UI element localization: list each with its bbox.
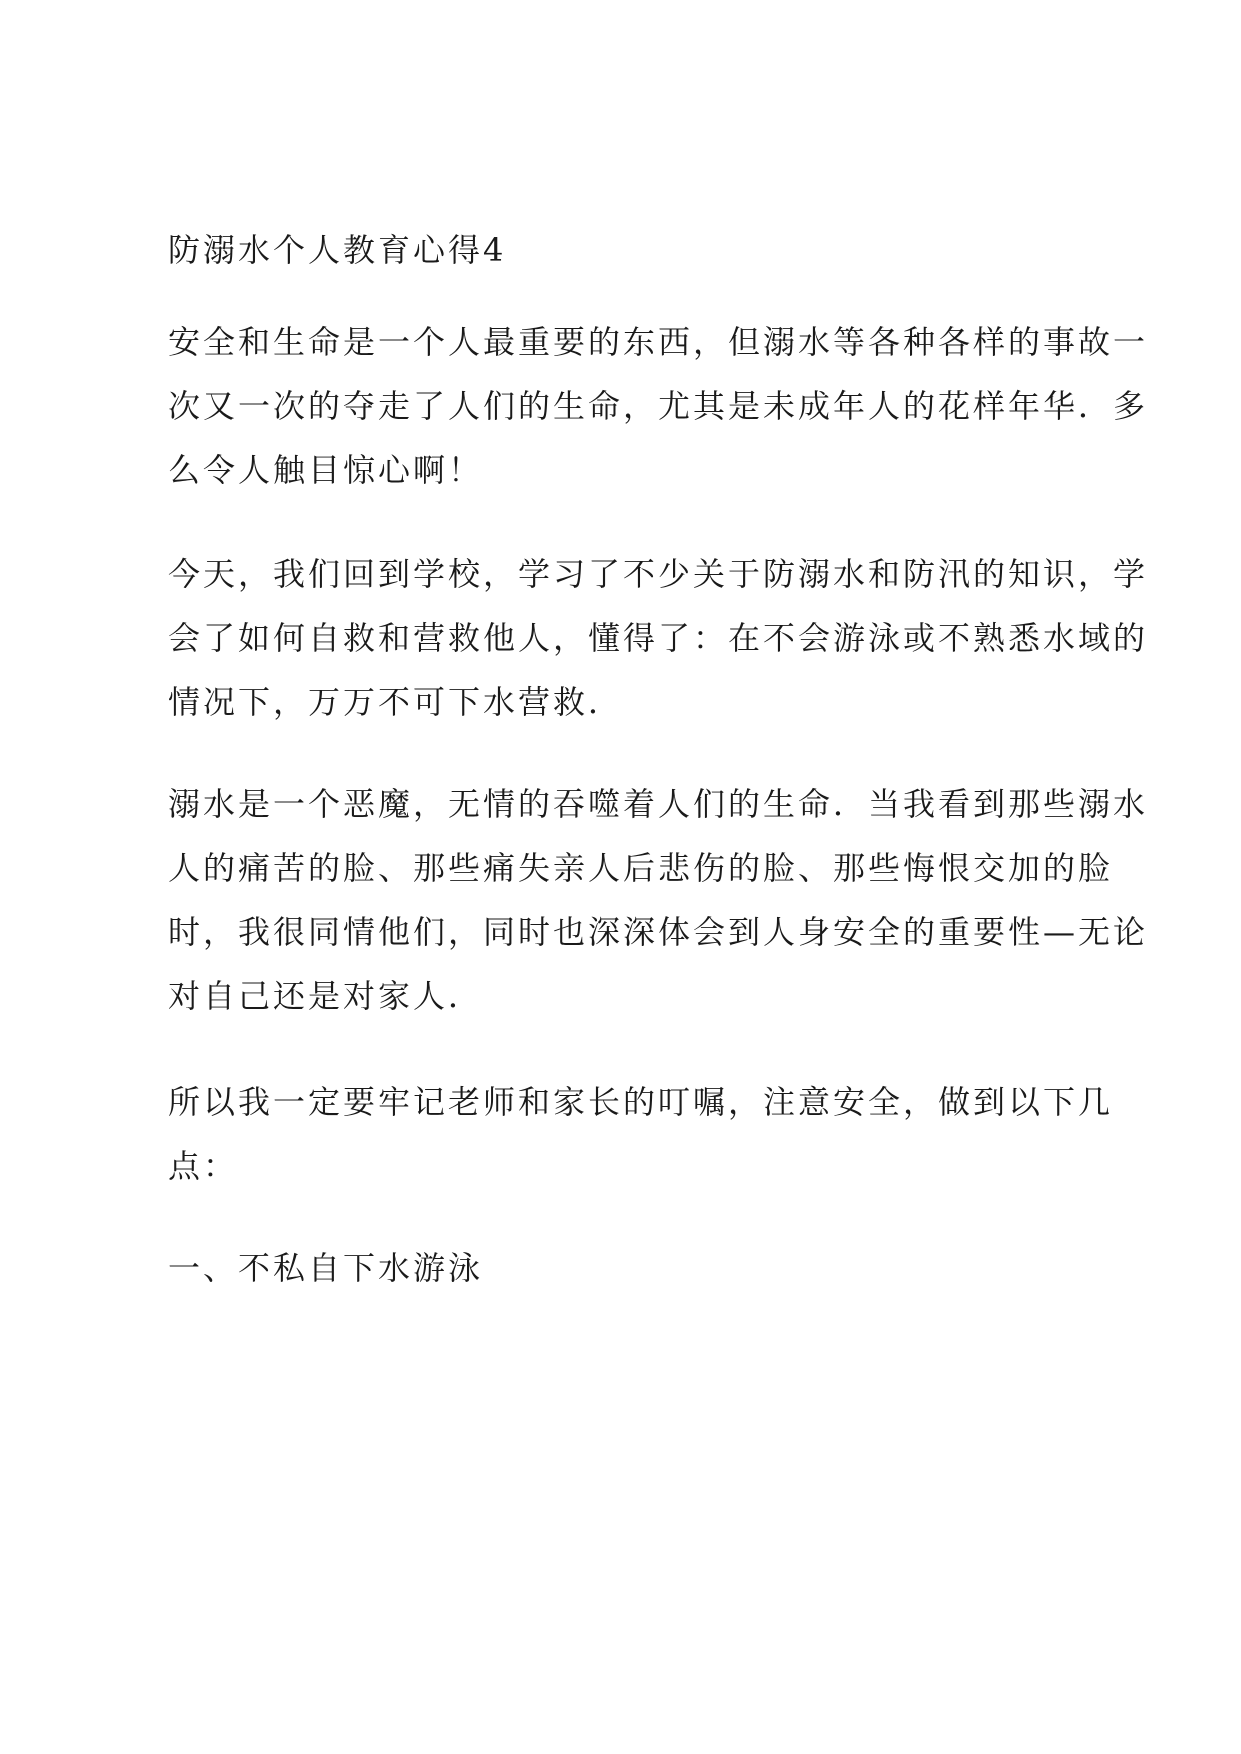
paragraph-line: 溺水是一个恶魔，无情的吞噬着人们的生命．当我看到那些溺水	[168, 785, 1149, 823]
paragraph-1	[168, 310, 1149, 502]
paragraph-line: 时，我很同情他们，同时也深深体会到人身安全的重要性—无论	[168, 913, 1149, 951]
paragraph-line: 点：	[168, 1147, 239, 1185]
paragraph-line: 对自己还是对家人．	[168, 977, 484, 1015]
paragraph-line: 安全和生命是一个人最重要的东西，但溺水等各种各样的事故一	[168, 323, 1149, 361]
paragraph-line: 所以我一定要牢记老师和家长的叮嘱，注意安全，做到以下几	[168, 1083, 1114, 1121]
paragraph-2	[168, 542, 1149, 734]
list-item-1	[168, 1236, 1098, 1300]
paragraph-line: 么令人触目惊心啊！	[168, 451, 484, 489]
paragraph-line: 今天，我们回到学校，学习了不少关于防溺水和防汛的知识，学	[168, 555, 1149, 593]
paragraph-4	[168, 1070, 1114, 1198]
document-title	[168, 218, 1098, 282]
paragraph-line: 人的痛苦的脸、那些痛失亲人后悲伤的脸、那些悔恨交加的脸	[168, 849, 1114, 887]
list-item-line: 一、不私自下水游泳	[168, 1249, 484, 1287]
paragraph-line: 会了如何自救和营救他人，懂得了：在不会游泳或不熟悉水域的	[168, 619, 1149, 657]
paragraph-line: 次又一次的夺走了人们的生命，尤其是未成年人的花样年华．多	[168, 387, 1149, 425]
paragraph-3	[168, 772, 1149, 1028]
paragraph-line: 情况下，万万不可下水营救．	[168, 683, 624, 721]
title-line: 防溺水个人教育心得4	[168, 231, 507, 269]
